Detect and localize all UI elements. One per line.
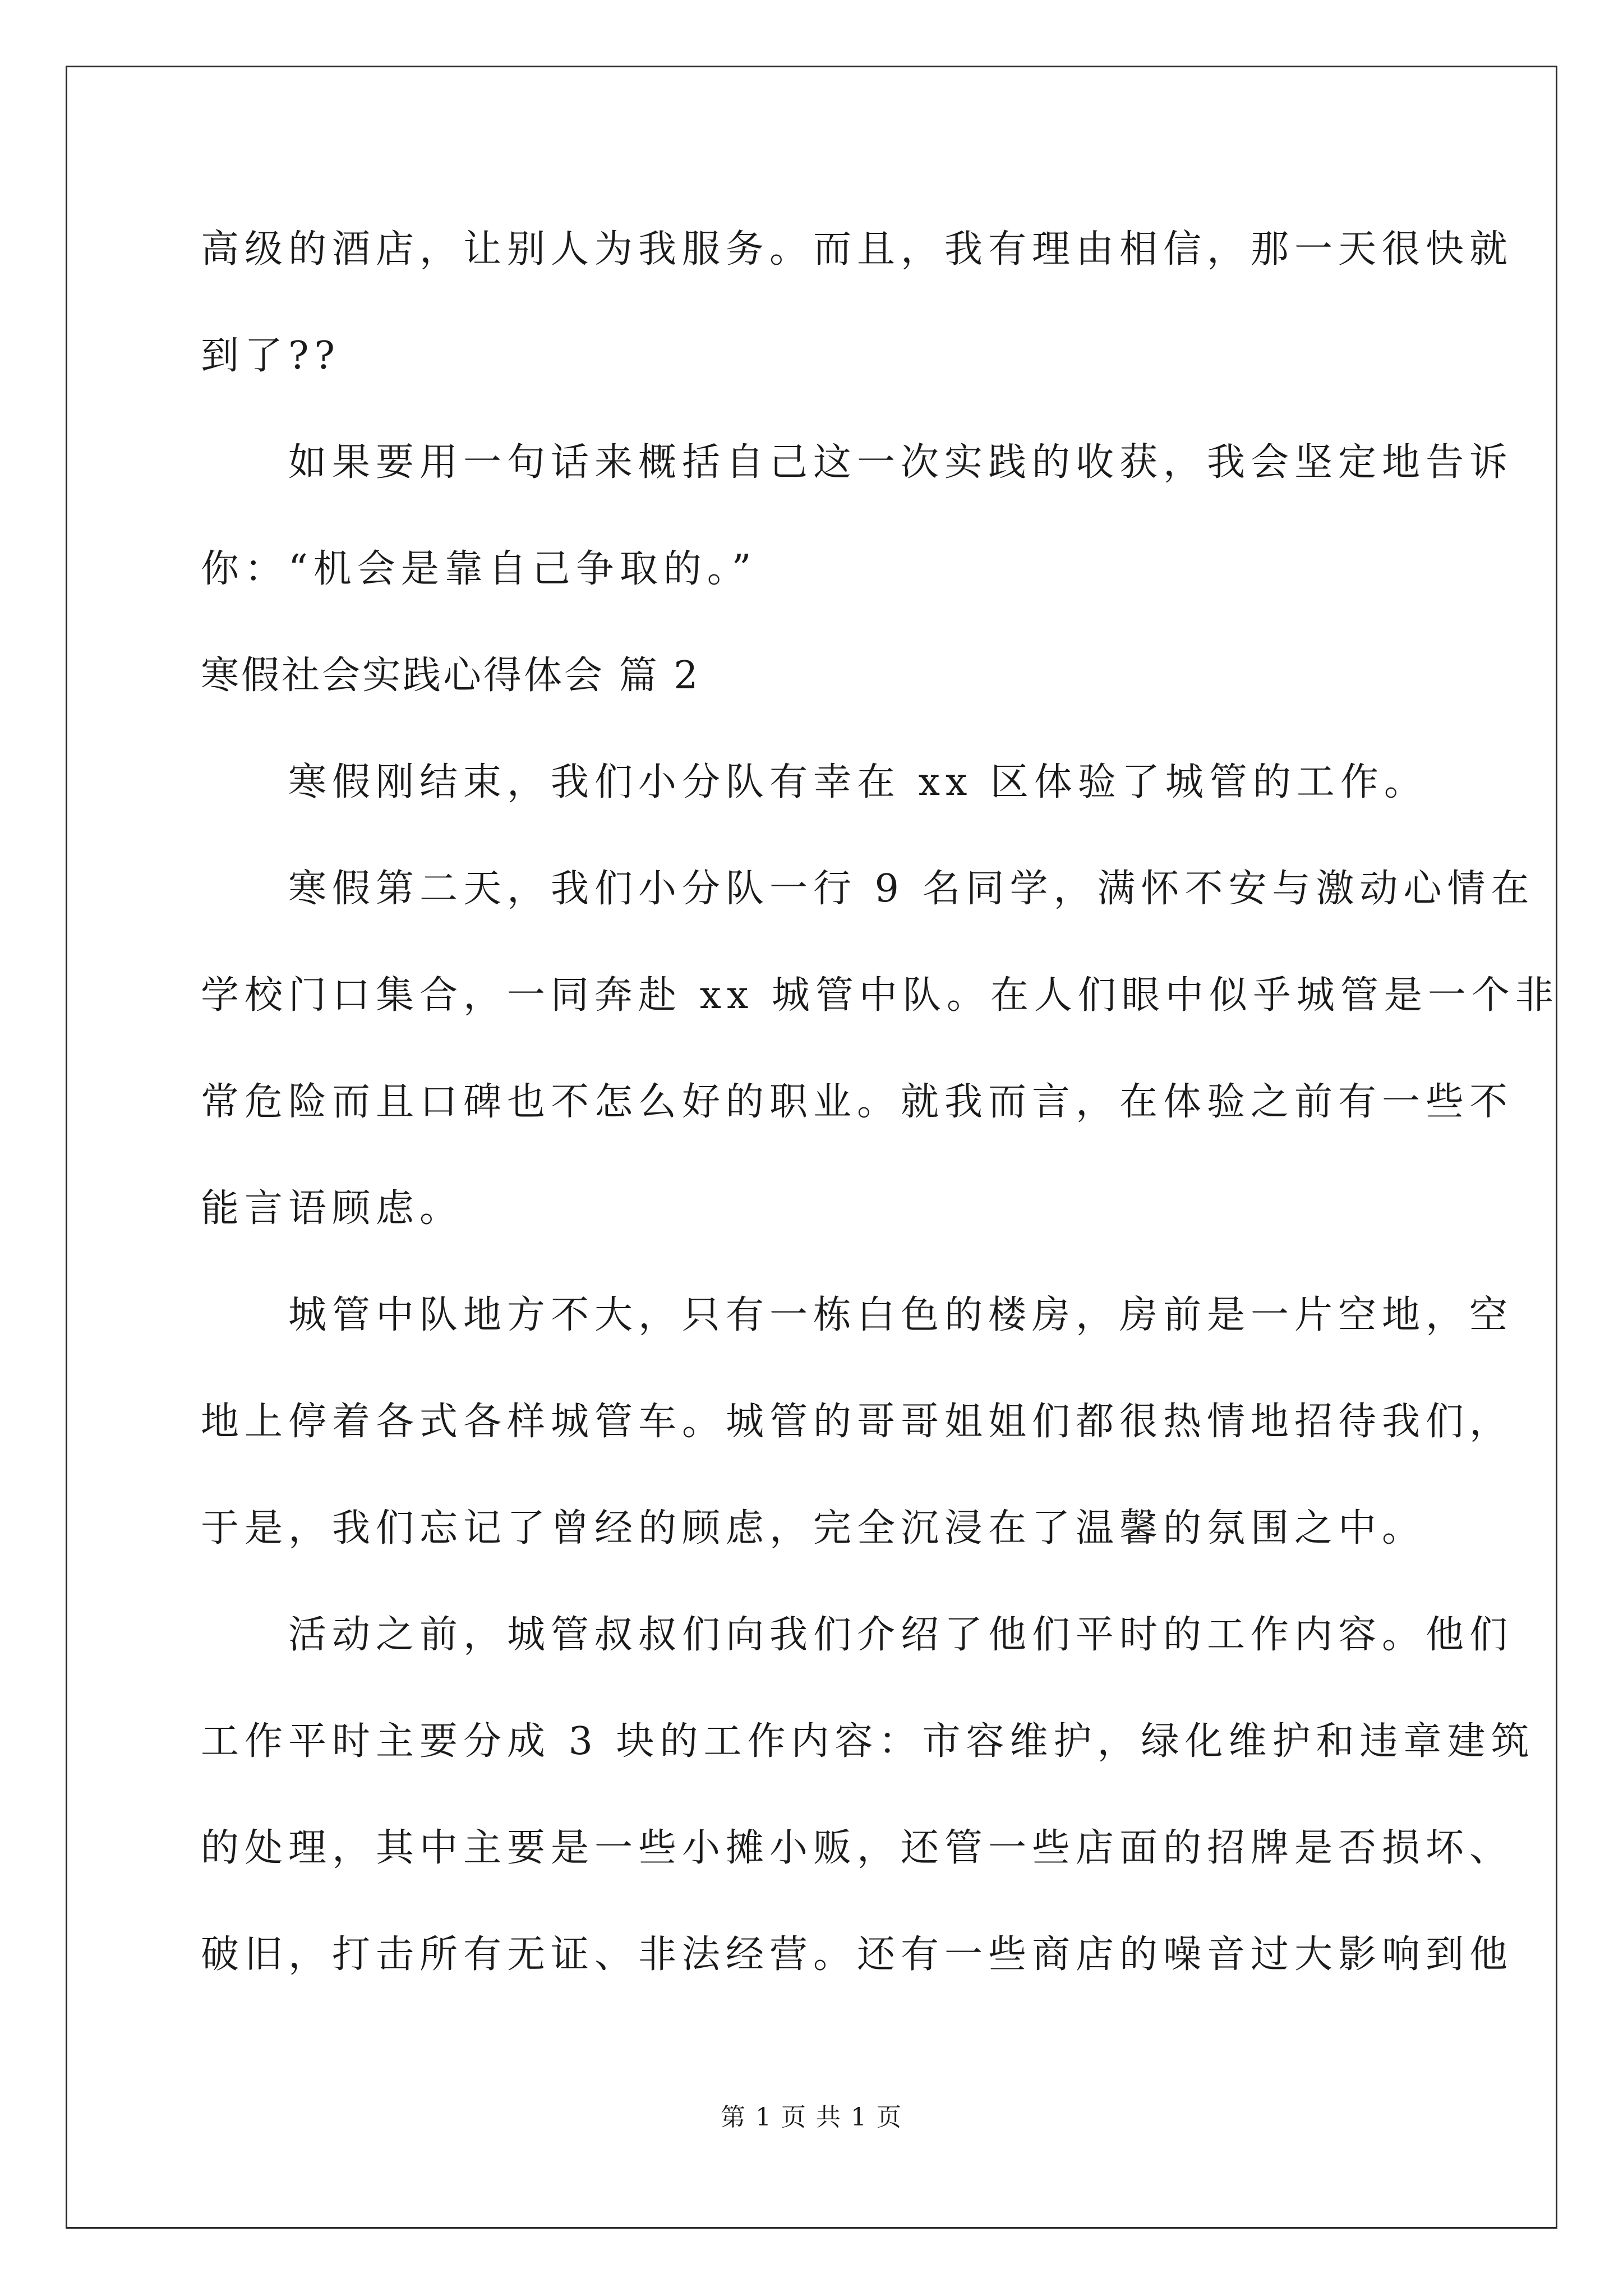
text-line: 工作平时主要分成 3 块的工作内容：市容维护，绿化维护和违章建筑 — [201, 1719, 1535, 1764]
text-line: 破旧，打击所有无证、非法经营。还有一些商店的噪音过大影响到他 — [201, 1932, 1514, 1977]
text-line: 城管中队地方不大，只有一栋白色的楼房，房前是一片空地，空 — [201, 1293, 1514, 1337]
text-line: 活动之前，城管叔叔们向我们介绍了他们平时的工作内容。他们 — [201, 1613, 1514, 1657]
text-line: 地上停着各式各样城管车。城管的哥哥姐姐们都很热情地招待我们， — [201, 1400, 1514, 1444]
text-line: 高级的酒店，让别人为我服务。而且，我有理由相信，那一天很快就 — [201, 227, 1514, 272]
document-body — [201, 219, 1559, 2031]
text-line: 的处理，其中主要是一些小摊小贩，还管一些店面的招牌是否损坏、 — [201, 1826, 1514, 1870]
text-line: 你：“机会是靠自己争取的。” — [201, 547, 757, 591]
page-footer: 第 1 页 共 1 页 — [721, 2103, 902, 2132]
text-line: 寒假刚结束，我们小分队有幸在 xx 区体验了城管的工作。 — [201, 760, 1428, 804]
text-line: 到了?? — [201, 334, 340, 378]
text-line: 如果要用一句话来概括自己这一次实践的收获，我会坚定地告诉 — [201, 440, 1514, 485]
text-line: 于是，我们忘记了曾经的顾虑，完全沉浸在了温馨的氛围之中。 — [201, 1506, 1426, 1550]
text-line: 寒假第二天，我们小分队一行 9 名同学，满怀不安与激动心情在 — [201, 867, 1535, 911]
section-heading: 寒假社会实践心得体会 篇 2 — [201, 654, 700, 698]
text-line: 能言语顾虑。 — [201, 1186, 464, 1231]
text-line: 常危险而且口碑也不怎么好的职业。就我而言，在体验之前有一些不 — [201, 1080, 1514, 1124]
text-line: 学校门口集合，一同奔赴 xx 城管中队。在人们眼中似乎城管是一个非 — [201, 973, 1559, 1018]
